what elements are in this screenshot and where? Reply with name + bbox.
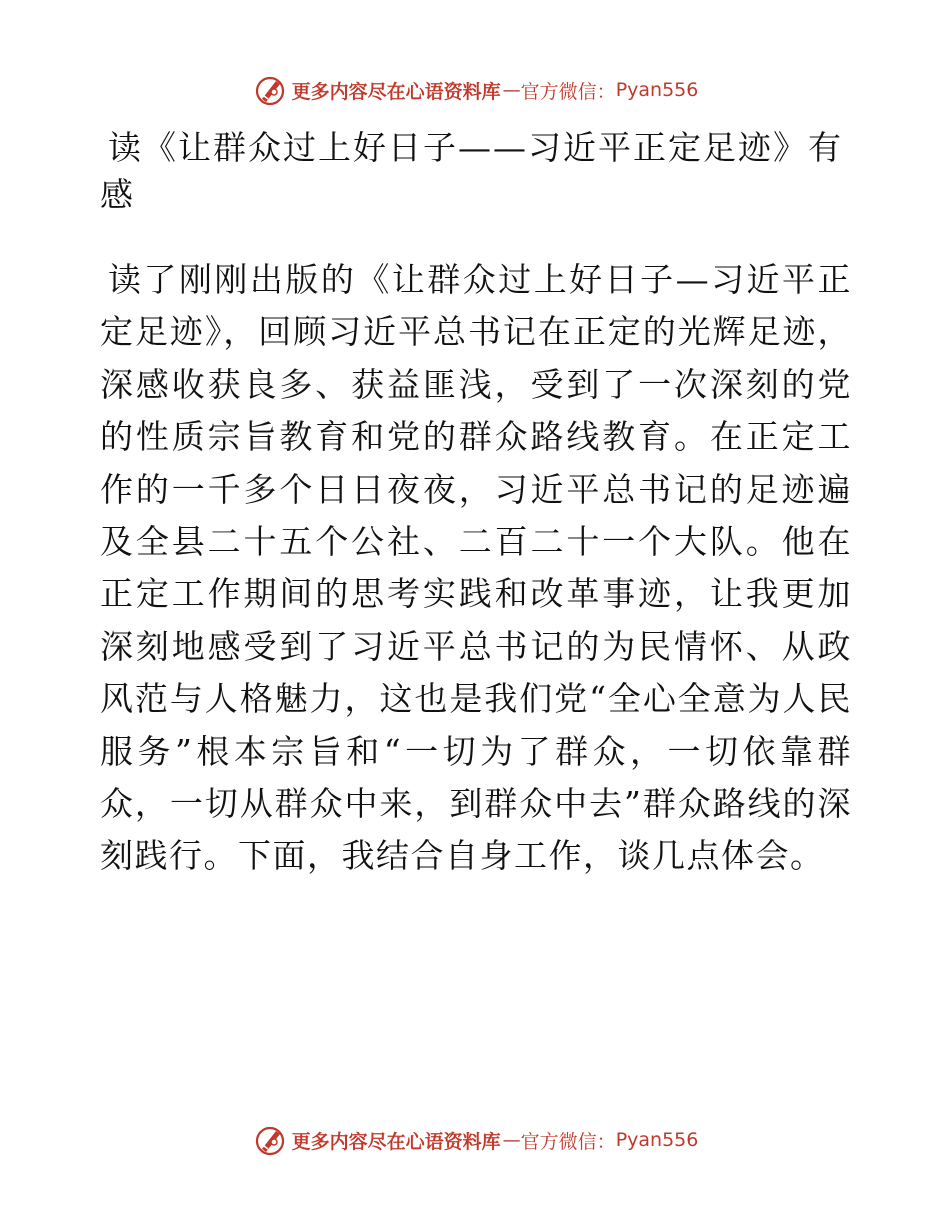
document-title: 读《让群众过上好日子——习近平正定足迹》有感 [100,128,843,214]
pen-logo-icon [252,72,288,108]
header-wechat-id: Pyan556 [615,79,699,101]
footer-separator: — [502,1129,521,1151]
pen-logo-icon [252,1122,288,1158]
footer-wechat-label: 官方微信： [520,1130,616,1153]
footer-wechat-id: Pyan556 [615,1129,699,1151]
header-banner [0,70,950,110]
header-brand-text: 更多内容尽在心语资料库 [291,80,501,103]
header-wechat-label: 官方微信： [520,80,616,103]
footer-banner [0,1120,950,1160]
document-paragraph: 读了刚刚出版的《让群众过上好日子—习近平正定足迹》，回顾习近平总书记在正定的光辉足迹，深感收获良多、获益匪浅，受到了一次深刻的党的性质宗旨教育和党的群众路线教育。在正定工作的一千多个日日夜夜，习近平总书记的足迹遍及全县二十五个公社、二百二十一个大队。他在正定工作期间的思考实践和改革事迹，让我更加深刻地感受到了习近平总书记的为民情怀、从政风范与人格魅力，这也是我们党“全心全意为人民服务”根本宗旨和“一切为了群众，一切依靠群众，一切从群众中来，到群众中去”群众路线的深刻践行。下面，我结合自身工作，谈几点体会。 [100,260,852,876]
footer-brand-text: 更多内容尽在心语资料库 [291,1130,501,1153]
header-separator: — [502,79,521,101]
